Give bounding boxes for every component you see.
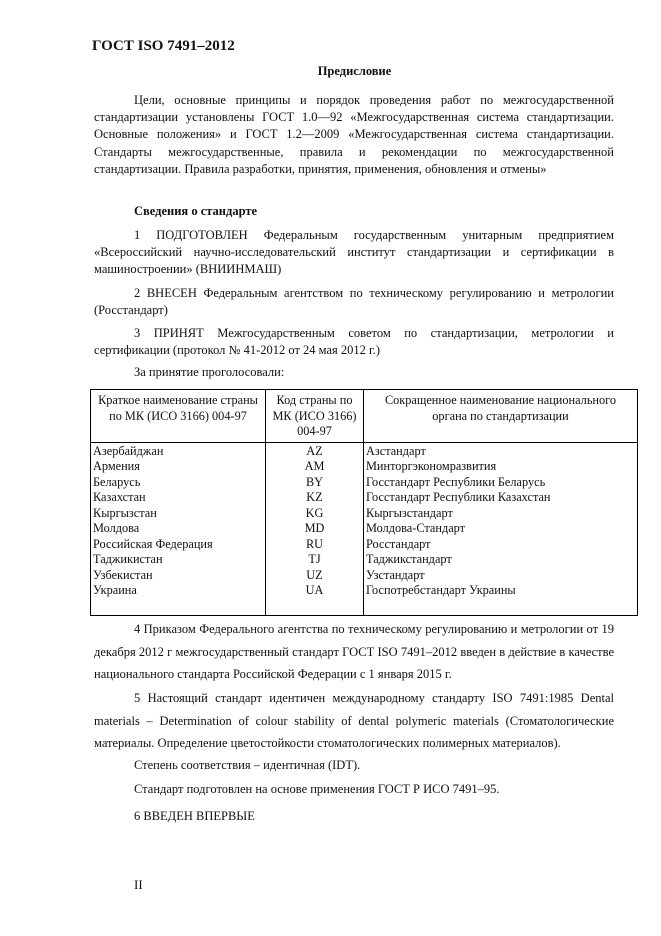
intro-paragraph: Цели, основные принципы и порядок проведения работ по межгосударственной стандартизации установлены ГОСТ 1.0—92 «Межгосударственная система стандартизации. Основные положения» и ГОСТ 1.2—2009 «Межгосударственная система стандартизации. Стандарты межгосударственные, правила и рекомендации по межгосударственной стандартизации. Правила разработки, принятия, применения, обновления и отмены» xyxy=(94,93,614,176)
body-cell: Кыргызстандарт xyxy=(364,506,638,522)
header-body: Сокращенное наименование национального органа по стандартизации xyxy=(364,390,638,443)
info-heading: Сведения о стандарте xyxy=(134,204,258,218)
table-row xyxy=(91,490,638,506)
basis-line: Стандарт подготовлен на основе применения ГОСТ Р ИСО 7491–95. xyxy=(134,782,500,796)
member-states-table xyxy=(90,389,638,616)
body-cell: Молдова-Стандарт xyxy=(364,521,638,537)
code-cell: MD xyxy=(266,521,364,537)
code-cell: AZ xyxy=(266,442,364,459)
code-cell: UZ xyxy=(266,568,364,584)
code-cell: KG xyxy=(266,506,364,522)
body-cell: Минторгэкономразвития xyxy=(364,459,638,475)
item-6-line: 6 ВВЕДЕН ВПЕРВЫЕ xyxy=(134,809,255,823)
table-row xyxy=(91,475,638,491)
code-cell: TJ xyxy=(266,552,364,568)
country-cell: Азербайджан xyxy=(91,442,266,459)
table-row xyxy=(91,552,638,568)
code-cell: AM xyxy=(266,459,364,475)
body-cell: Росстандарт xyxy=(364,537,638,553)
table-row xyxy=(91,459,638,475)
code-cell: RU xyxy=(266,537,364,553)
table-row xyxy=(91,583,638,615)
item-3-paragraph: 3 ПРИНЯТ Межгосударственным советом по стандартизации, метрологии и сертификации (протокол № 41-2012 от 24 мая 2012 г.) xyxy=(94,326,614,358)
voted-label: За принятие проголосовали: xyxy=(134,365,285,379)
table-row xyxy=(91,521,638,537)
country-cell: Кыргызстан xyxy=(91,506,266,522)
body-cell: Госстандарт Республики Беларусь xyxy=(364,475,638,491)
country-cell: Российская Федерация xyxy=(91,537,266,553)
document-header: ГОСТ ISO 7491–2012 xyxy=(92,38,235,54)
code-cell: KZ xyxy=(266,490,364,506)
conformity-line: Степень соответствия – идентичная (IDT). xyxy=(134,758,361,772)
code-cell: BY xyxy=(266,475,364,491)
country-cell: Узбекистан xyxy=(91,568,266,584)
country-cell: Беларусь xyxy=(91,475,266,491)
country-cell: Казахстан xyxy=(91,490,266,506)
country-cell: Армения xyxy=(91,459,266,475)
table-header-row xyxy=(91,390,638,443)
table-row xyxy=(91,568,638,584)
table-row xyxy=(91,537,638,553)
body-cell: Госпотребстандарт Украины xyxy=(364,583,638,615)
item-2-paragraph: 2 ВНЕСЕН Федеральным агентством по техническому регулированию и метрологии (Росстандарт) xyxy=(94,286,614,318)
country-cell: Таджикистан xyxy=(91,552,266,568)
page-number: II xyxy=(134,877,143,892)
header-code: Код страны по МК (ИСО 3166) 004-97 xyxy=(266,390,364,443)
body-cell: Таджикстандарт xyxy=(364,552,638,568)
country-cell: Молдова xyxy=(91,521,266,537)
section-title: Предисловие xyxy=(317,64,392,78)
table-row xyxy=(91,506,638,522)
header-country: Краткое наименование страны по МК (ИСО 3166) 004-97 xyxy=(91,390,266,443)
body-cell: Госстандарт Республики Казахстан xyxy=(364,490,638,506)
body-cell: Узстандарт xyxy=(364,568,638,584)
item-1-paragraph: 1 ПОДГОТОВЛЕН Федеральным государственным унитарным предприятием «Всероссийский научно-исследовательский институт стандартизации и сертификации в машиностроении» (ВНИИНМАШ) xyxy=(94,228,614,277)
table-row xyxy=(91,442,638,459)
code-cell: UA xyxy=(266,583,364,615)
item-5-paragraph: 5 Настоящий стандарт идентичен международному стандарту ISO 7491:1985 Dental materials – Determination of colour stability of dental polymeric materials (Стоматологические материалы. Определение цветостойкости стоматологических полимерных материалов). xyxy=(94,691,614,750)
item-4-paragraph: 4 Приказом Федерального агентства по техническому регулированию и метрологии от 19 декабря 2012 г межгосударственный стандарт ГОСТ ISO 7491–2012 введен в действие в качестве национального стандарта Российской Федерации с 1 января 2015 г. xyxy=(94,622,614,681)
body-cell: Азстандарт xyxy=(364,442,638,459)
country-cell: Украина xyxy=(91,583,266,615)
